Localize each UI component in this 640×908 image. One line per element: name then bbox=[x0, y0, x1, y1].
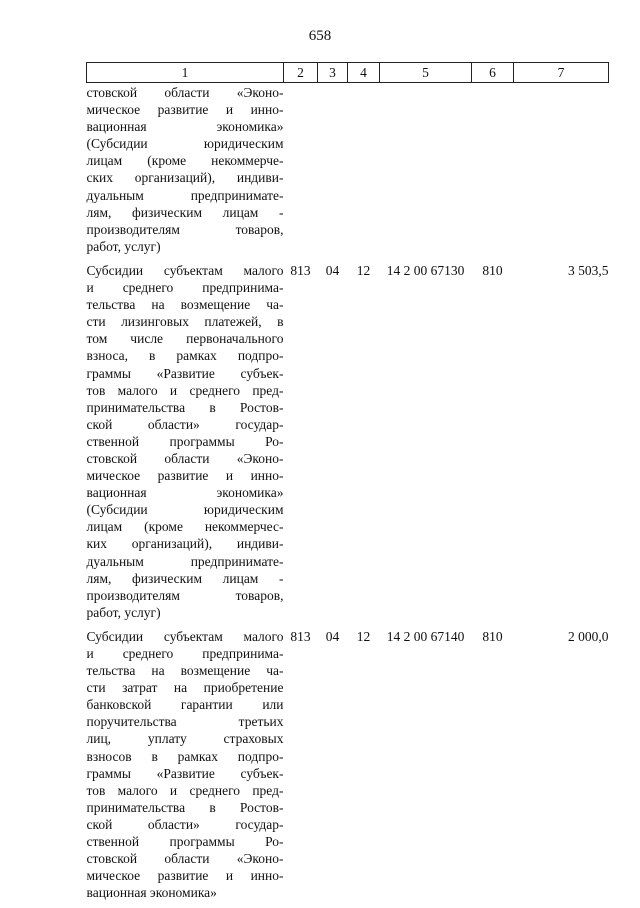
description-line: Субсидии субъектам малого bbox=[86, 262, 284, 278]
cell-expense-type: 810 bbox=[482, 628, 503, 644]
description-line: тов малого и среднего пред- bbox=[86, 382, 284, 398]
cell-target-article: 14 2 00 67130 bbox=[386, 262, 465, 278]
description-line: ственной программы Ро- bbox=[86, 433, 284, 449]
description-line: ственной программы Ро- bbox=[86, 834, 284, 850]
cell-target-article: 14 2 00 67140 bbox=[386, 628, 465, 644]
cell-section: 04 bbox=[325, 262, 340, 278]
description-line: производителям товаров, bbox=[86, 221, 284, 237]
description-line: стовской области «Эконо- bbox=[86, 450, 284, 466]
description-line: работ, услуг) bbox=[86, 604, 161, 620]
description-line: взносов в рамках подпро- bbox=[86, 748, 284, 764]
header-col-7: 7 bbox=[514, 63, 609, 83]
header-col-6: 6 bbox=[472, 63, 514, 83]
description-line: производителям товаров, bbox=[86, 587, 284, 603]
description-line: дуальным предпринимате- bbox=[86, 553, 284, 569]
description-line: ских организаций), индиви- bbox=[86, 170, 284, 186]
description-line: взноса, в рамках подпро- bbox=[86, 348, 284, 364]
cell-subsection: 12 bbox=[356, 628, 371, 644]
page-number: 658 bbox=[308, 28, 332, 44]
table-row bbox=[87, 628, 609, 908]
cell-section: 04 bbox=[325, 628, 340, 644]
description-line: граммы «Развитие субъек- bbox=[86, 365, 284, 381]
cell-ministry-code: 813 bbox=[290, 262, 311, 278]
description-line: Субсидии субъектам малого bbox=[86, 628, 284, 644]
description-line: том числе первоначального bbox=[86, 331, 284, 347]
description-line: ской области» государ- bbox=[86, 416, 284, 432]
cell-subsection: 12 bbox=[356, 262, 371, 278]
header-col-4: 4 bbox=[348, 63, 380, 83]
description-line: лям, физическим лицам - bbox=[86, 204, 284, 220]
description-line: лиц, уплату страховых bbox=[86, 731, 284, 747]
header-col-2: 2 bbox=[284, 63, 318, 83]
description-line: стовской области «Эконо- bbox=[86, 85, 284, 100]
description-line: ких организаций), индиви- bbox=[86, 536, 284, 552]
description-line: мическое развитие и инно- bbox=[86, 468, 284, 484]
description-line: работ, услуг) bbox=[86, 238, 161, 254]
description-line: (Субсидии юридическим bbox=[86, 136, 284, 152]
description-line: граммы «Развитие субъек- bbox=[86, 765, 284, 781]
description-line: вационная экономика» bbox=[86, 119, 284, 135]
cell-amount: 2 000,0 bbox=[568, 628, 609, 644]
description-line: мическое развитие и инно- bbox=[86, 868, 284, 884]
description-line: тов малого и среднего пред- bbox=[86, 782, 284, 798]
description-line: принимательства в Ростов- bbox=[86, 799, 284, 815]
description-line: вационная экономика» bbox=[86, 885, 217, 901]
cell-expense-type: 810 bbox=[482, 262, 503, 278]
row-description bbox=[87, 262, 284, 628]
row-description bbox=[87, 83, 284, 262]
description-line: дуальным предпринимате- bbox=[86, 187, 284, 203]
table-row bbox=[87, 262, 609, 628]
row-description bbox=[87, 628, 284, 908]
cell-amount: 3 503,5 bbox=[568, 262, 609, 278]
description-line: принимательства в Ростов- bbox=[86, 399, 284, 415]
budget-table bbox=[86, 62, 609, 908]
description-line: банковской гарантии или bbox=[86, 697, 284, 713]
table-row-continuation bbox=[87, 83, 609, 262]
description-line: мическое развитие и инно- bbox=[86, 102, 284, 118]
description-line: лицам (кроме некоммерче- bbox=[86, 153, 284, 169]
description-line: стовской области «Эконо- bbox=[86, 851, 284, 867]
header-col-3: 3 bbox=[318, 63, 348, 83]
description-line: ской области» государ- bbox=[86, 816, 284, 832]
description-line: и среднего предпринима- bbox=[86, 646, 284, 661]
header-col-1: 1 bbox=[87, 63, 284, 83]
description-line: поручительства третьих bbox=[86, 714, 284, 730]
cell-ministry-code: 813 bbox=[290, 628, 311, 644]
table-header-row bbox=[87, 63, 609, 83]
description-line: сти лизинговых платежей, в bbox=[86, 314, 284, 330]
description-line: (Субсидии юридическим bbox=[86, 502, 284, 518]
description-line: сти затрат на приобретение bbox=[86, 680, 284, 696]
header-col-5: 5 bbox=[380, 63, 472, 83]
description-line: лям, физическим лицам - bbox=[86, 570, 284, 586]
description-line: вационная экономика» bbox=[86, 485, 284, 501]
description-line: тельства на возмещение ча- bbox=[86, 297, 284, 313]
description-line: лицам (кроме некоммерчес- bbox=[86, 519, 284, 535]
description-line: и среднего предпринима- bbox=[86, 280, 284, 296]
description-line: тельства на возмещение ча- bbox=[86, 663, 284, 679]
